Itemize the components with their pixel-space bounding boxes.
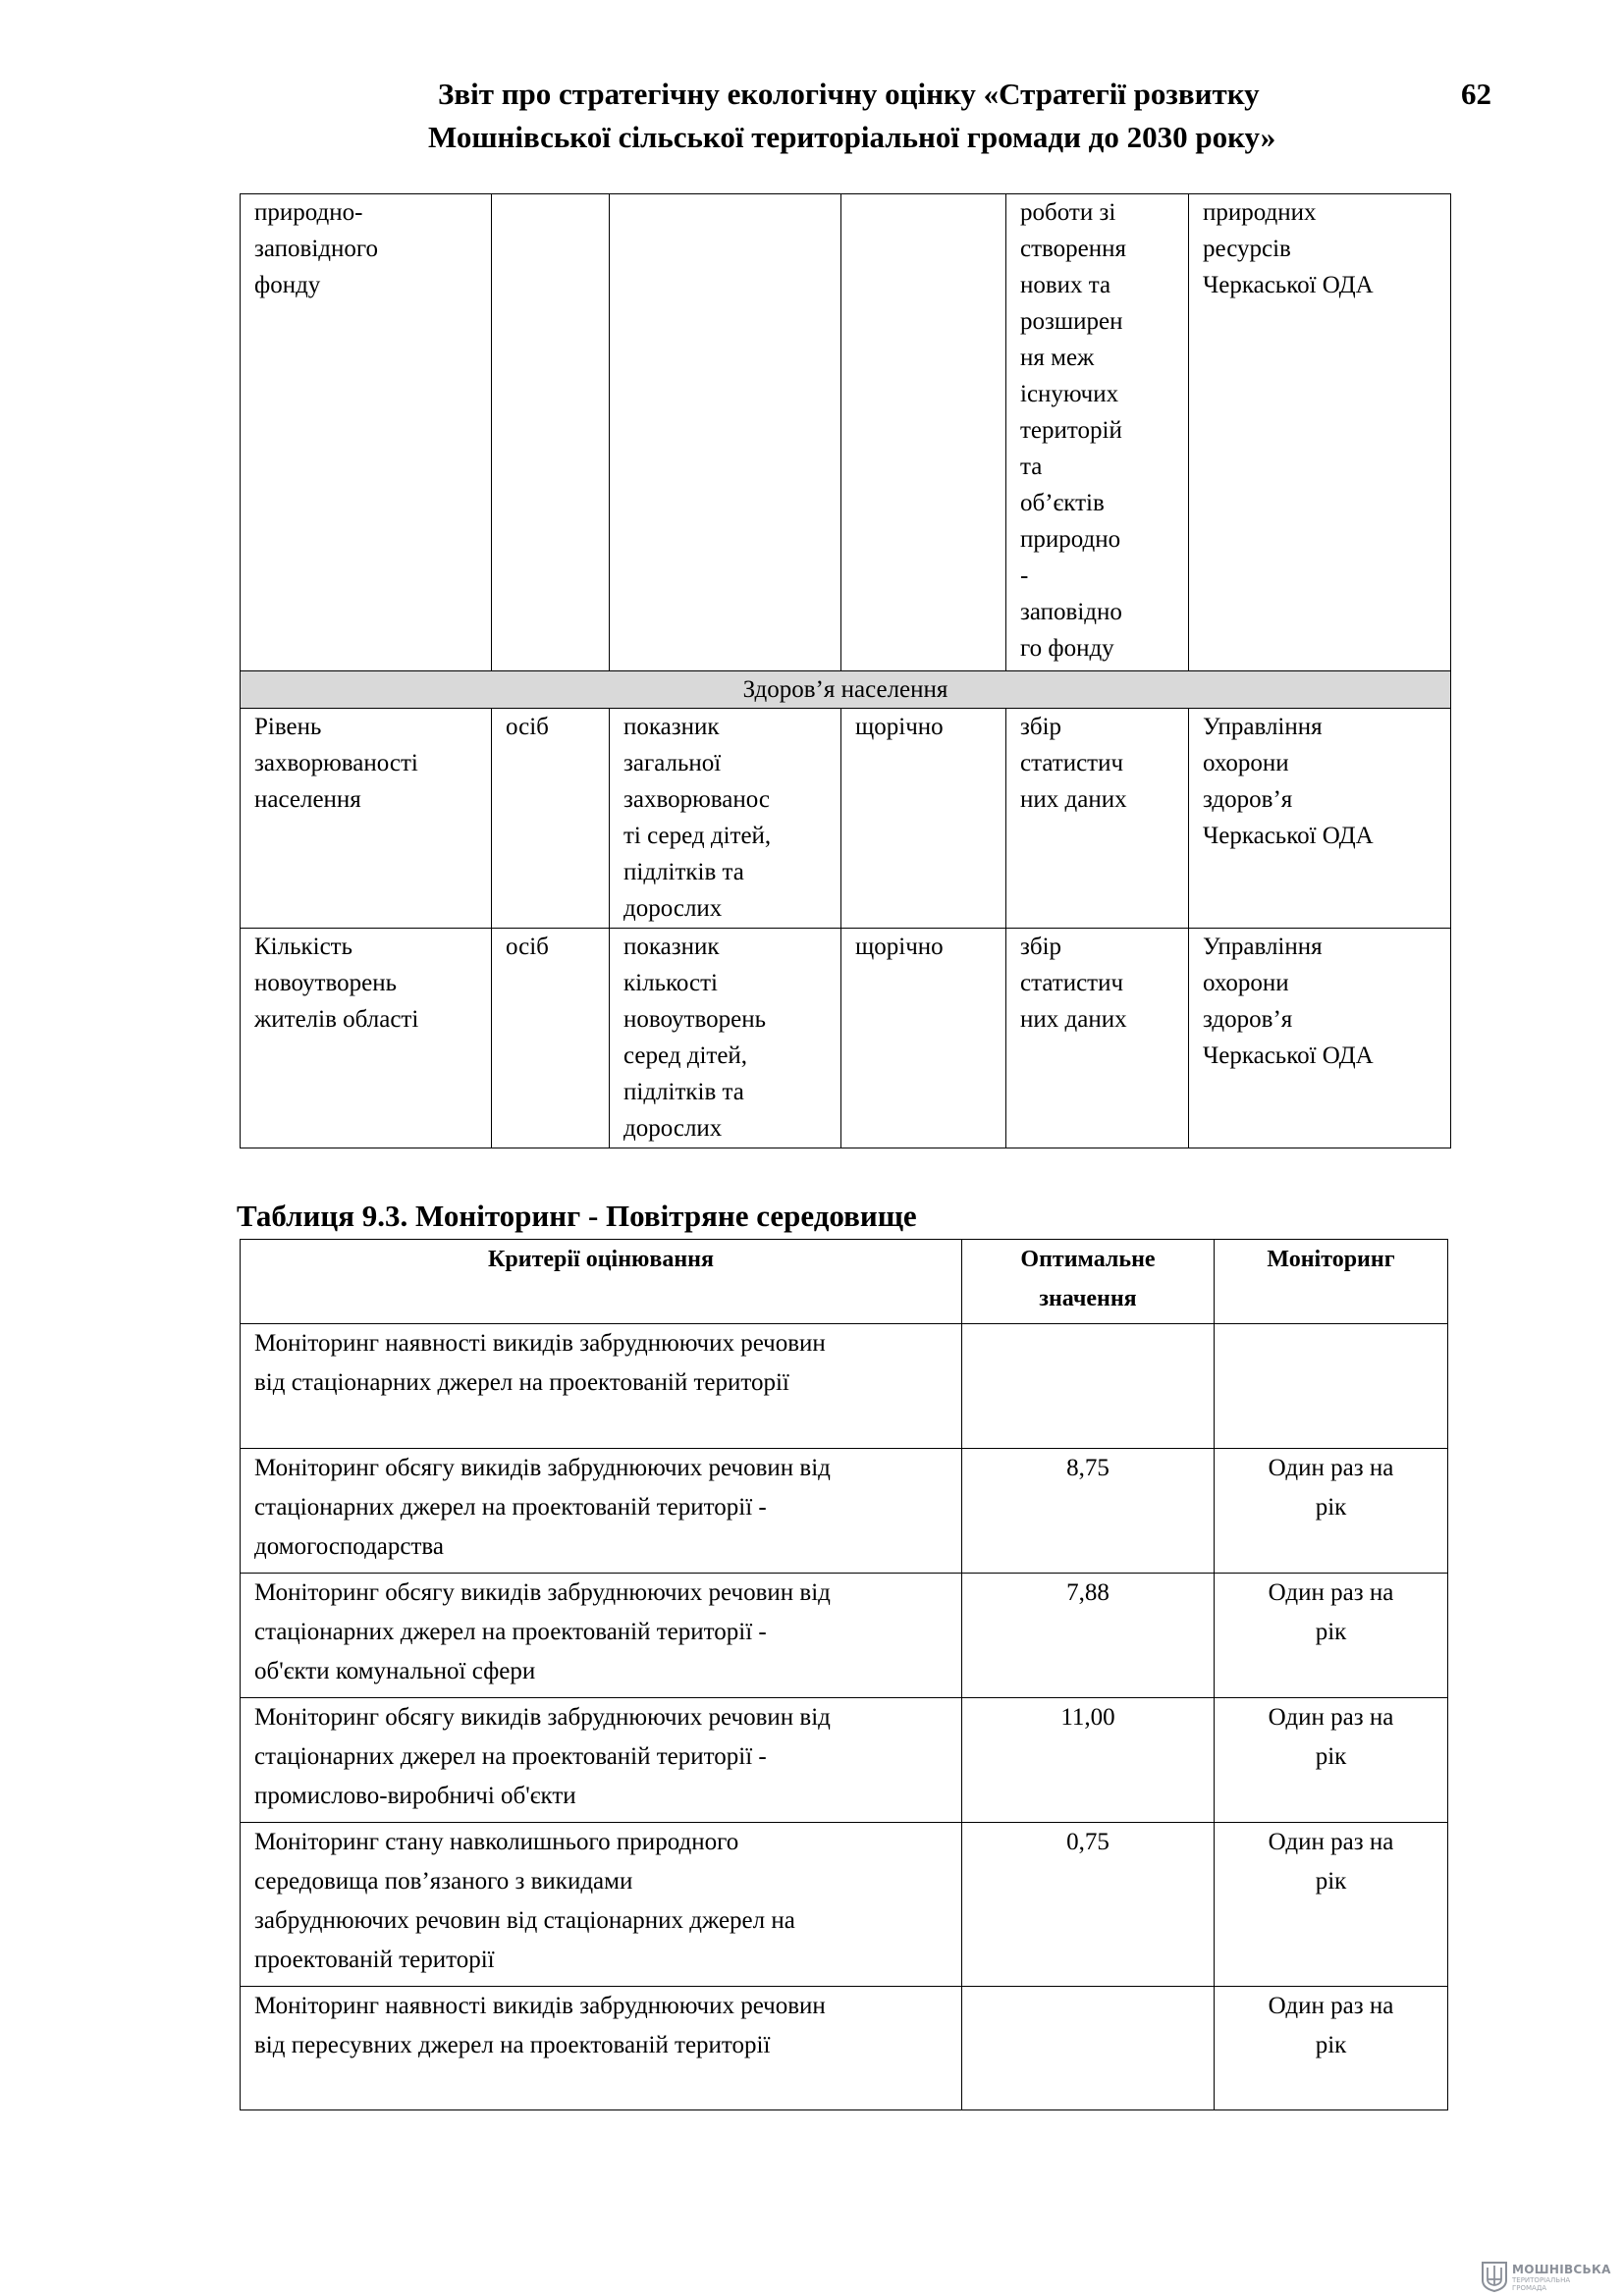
- table-cell: щорічно: [841, 709, 1006, 929]
- criteria-cell: Моніторинг обсягу викидів забруднюючих речовин від стаціонарних джерел на проектованій території - об'єкти комунальної сфери: [241, 1574, 962, 1698]
- table-cell: [610, 194, 841, 671]
- table-cell: показник кількості новоутворень серед дітей, підлітків та дорослих: [610, 929, 841, 1148]
- criteria-cell: Моніторинг наявності викидів забруднюючих речовин від стаціонарних джерел на проектованій території: [241, 1324, 962, 1449]
- table-cell: Управління охорони здоров’я Черкаської ОДА: [1189, 709, 1451, 929]
- table-header-row: [241, 1240, 1448, 1324]
- monitoring-frequency-cell: Один раз на рік: [1215, 1698, 1448, 1823]
- table-cell: осіб: [492, 929, 610, 1148]
- table-cell: роботи зі створення нових та розширен ня меж існуючих територій та об’єктів природно - заповідно го фонду: [1006, 194, 1189, 671]
- table-cell: Рівень захворюваності населення: [241, 709, 492, 929]
- table-row: [241, 1823, 1448, 1987]
- optimal-value-cell: 8,75: [962, 1449, 1215, 1574]
- optimal-value-cell: [962, 1324, 1215, 1449]
- table-cell: [841, 194, 1006, 671]
- page-number: 62: [1461, 77, 1491, 111]
- table-cell: осіб: [492, 709, 610, 929]
- column-header-monitoring: Моніторинг: [1215, 1240, 1448, 1324]
- trident-emblem-icon: [1481, 2261, 1508, 2292]
- section-header-row: [241, 671, 1451, 709]
- optimal-value-cell: 7,88: [962, 1574, 1215, 1698]
- community-logo: [1481, 2261, 1618, 2292]
- monitoring-frequency-cell: Один раз на рік: [1215, 1987, 1448, 2110]
- table-row: [241, 1698, 1448, 1823]
- table-row: [241, 1574, 1448, 1698]
- criteria-cell: Моніторинг стану навколишнього природного середовища пов’язаного з викидами забруднюючих речовин від стаціонарних джерел на проектованій території: [241, 1823, 962, 1987]
- logo-subtitle-line-1: ТЕРИТОРІАЛЬНА: [1512, 2276, 1571, 2284]
- logo-name: МОШНІВСЬКА: [1512, 2263, 1611, 2276]
- table-cell: Управління охорони здоров’я Черкаської ОДА: [1189, 929, 1451, 1148]
- table-row: [241, 1449, 1448, 1574]
- table-row: [241, 1987, 1448, 2110]
- table-cell: збір статистич них даних: [1006, 929, 1189, 1148]
- table-cell: показник загальної захворюванос ті серед дітей, підлітків та дорослих: [610, 709, 841, 929]
- optimal-value-cell: 0,75: [962, 1823, 1215, 1987]
- logo-subtitle: [1512, 2276, 1570, 2292]
- table-cell: природно- заповідного фонду: [241, 194, 492, 671]
- optimal-value-cell: 11,00: [962, 1698, 1215, 1823]
- table-cell: збір статистич них даних: [1006, 709, 1189, 929]
- column-header-criteria: Критерії оцінювання: [241, 1240, 962, 1324]
- table-cell: природних ресурсів Черкаської ОДА: [1189, 194, 1451, 671]
- criteria-cell: Моніторинг обсягу викидів забруднюючих речовин від стаціонарних джерел на проектованій території - промислово-виробничі об'єкти: [241, 1698, 962, 1823]
- monitoring-frequency-cell: Один раз на рік: [1215, 1449, 1448, 1574]
- section-title: Здоров’я населення: [241, 671, 1451, 709]
- table-row: [241, 1324, 1448, 1449]
- logo-subtitle-line-2: ГРОМАДА: [1512, 2284, 1547, 2292]
- table-row: [241, 709, 1451, 929]
- monitoring-frequency-cell: Один раз на рік: [1215, 1574, 1448, 1698]
- optimal-value-cell: [962, 1987, 1215, 2110]
- column-header-optimal: Оптимальне значення: [962, 1240, 1215, 1324]
- monitoring-frequency-cell: [1215, 1324, 1448, 1449]
- table-row: [241, 194, 1451, 671]
- monitoring-frequency-cell: Один раз на рік: [1215, 1823, 1448, 1987]
- table-row: [241, 929, 1451, 1148]
- criteria-cell: Моніторинг наявності викидів забруднюючих речовин від пересувних джерел на проектованій території: [241, 1987, 962, 2110]
- monitoring-table-continued: [240, 193, 1451, 1148]
- header-title-line-2: Мошнівської сільської територіальної громади до 2030 року»: [428, 120, 1276, 154]
- air-monitoring-table: [240, 1239, 1448, 2110]
- table-cell: [492, 194, 610, 671]
- table-9-3-title: Таблиця 9.3. Моніторинг - Повітряне середовище: [237, 1199, 917, 1233]
- criteria-cell: Моніторинг обсягу викидів забруднюючих речовин від стаціонарних джерел на проектованій території - домогосподарства: [241, 1449, 962, 1574]
- table-cell: щорічно: [841, 929, 1006, 1148]
- table-cell: Кількість новоутворень жителів області: [241, 929, 492, 1148]
- header-title-line-1: Звіт про стратегічну екологічну оцінку «Стратегії розвитку: [438, 77, 1260, 111]
